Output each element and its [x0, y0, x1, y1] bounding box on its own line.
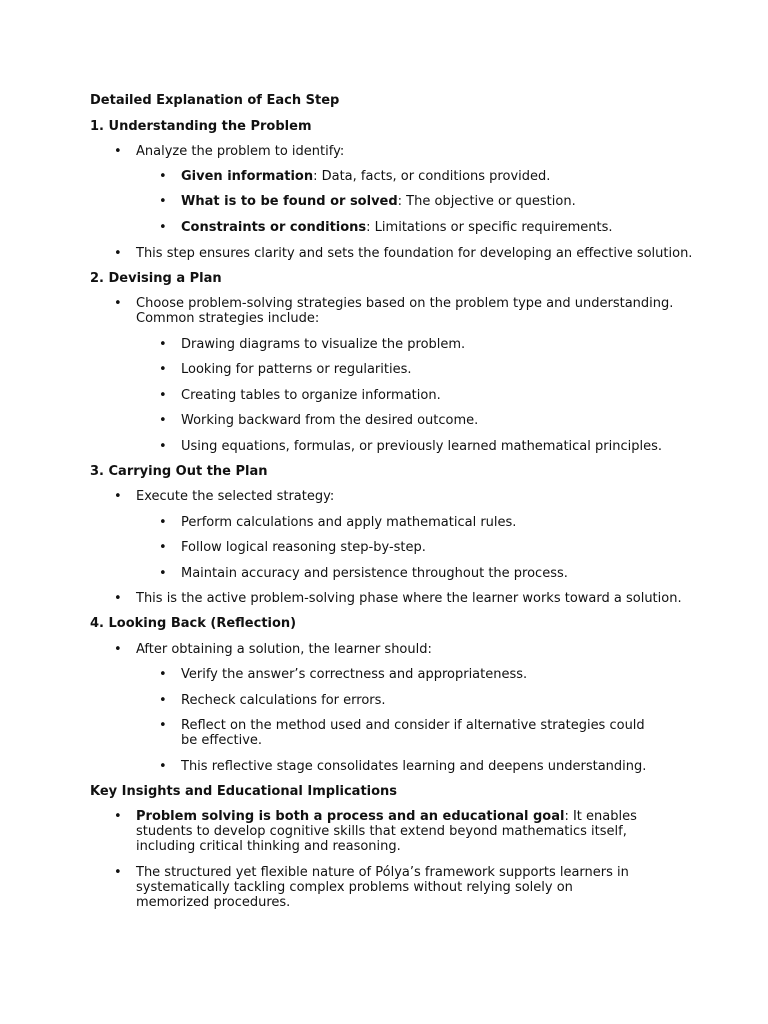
- list-item-term: Given information: [181, 169, 314, 184]
- section-3-intro: • Execute the selected strategy:: [136, 489, 696, 504]
- list-item: [181, 194, 681, 209]
- list-item: • Working backward from the desired outcome.: [181, 413, 681, 428]
- document-title: Detailed Explanation of Each Step: [90, 93, 340, 108]
- list-item-term: What is to be found or solved: [181, 194, 398, 209]
- list-item: • Reflect on the method used and consider if alternative strategies could be effective.: [181, 718, 661, 748]
- list-item: [136, 809, 684, 854]
- list-item: • Verify the answer’s correctness and appropriateness.: [181, 667, 681, 682]
- section-4-intro: • After obtaining a solution, the learner should:: [136, 642, 696, 657]
- list-item: [181, 169, 681, 184]
- section-3-outro: • This is the active problem-solving phase where the learner works toward a solution.: [136, 591, 696, 606]
- section-1-intro: • Analyze the problem to identify:: [136, 144, 696, 159]
- list-item-text: : It enables students to develop cognitive skills that extend beyond mathematics itself, including critical thinking and reasoning.: [136, 809, 637, 854]
- list-item: • Creating tables to organize information.: [181, 388, 681, 403]
- section-1-outro: • This step ensures clarity and sets the foundation for developing an effective solution.: [136, 246, 696, 261]
- list-item-text: : Limitations or specific requirements.: [366, 220, 613, 235]
- list-item: • Recheck calculations for errors.: [181, 693, 681, 708]
- section-2-intro: • Choose problem-solving strategies based on the problem type and understanding. Common strategies include:: [136, 296, 696, 326]
- list-item-term: Constraints or conditions: [181, 220, 367, 235]
- section-1-heading: 1. Understanding the Problem: [90, 119, 312, 134]
- list-item: • Using equations, formulas, or previously learned mathematical principles.: [181, 439, 681, 454]
- list-item: • Perform calculations and apply mathematical rules.: [181, 515, 681, 530]
- list-item: • Looking for patterns or regularities.: [181, 362, 681, 377]
- list-item: • The structured yet flexible nature of Pólya’s framework supports learners in systematically tackling complex problems without relying solely on memorized procedures.: [136, 865, 636, 910]
- list-item: • This reflective stage consolidates learning and deepens understanding.: [181, 759, 681, 774]
- list-item-text: : Data, facts, or conditions provided.: [313, 169, 551, 184]
- section-2-heading: 2. Devising a Plan: [90, 271, 222, 286]
- list-item: • Maintain accuracy and persistence throughout the process.: [181, 566, 681, 581]
- list-item-term: Problem solving is both a process and an educational goal: [136, 809, 565, 824]
- list-item: [181, 220, 681, 235]
- section-4-heading: 4. Looking Back (Reflection): [90, 616, 297, 631]
- list-item: • Follow logical reasoning step-by-step.: [181, 540, 681, 555]
- section-3-heading: 3. Carrying Out the Plan: [90, 464, 268, 479]
- list-item-text: : The objective or question.: [397, 194, 576, 209]
- list-item: • Drawing diagrams to visualize the problem.: [181, 337, 681, 352]
- insights-heading: Key Insights and Educational Implications: [90, 784, 398, 799]
